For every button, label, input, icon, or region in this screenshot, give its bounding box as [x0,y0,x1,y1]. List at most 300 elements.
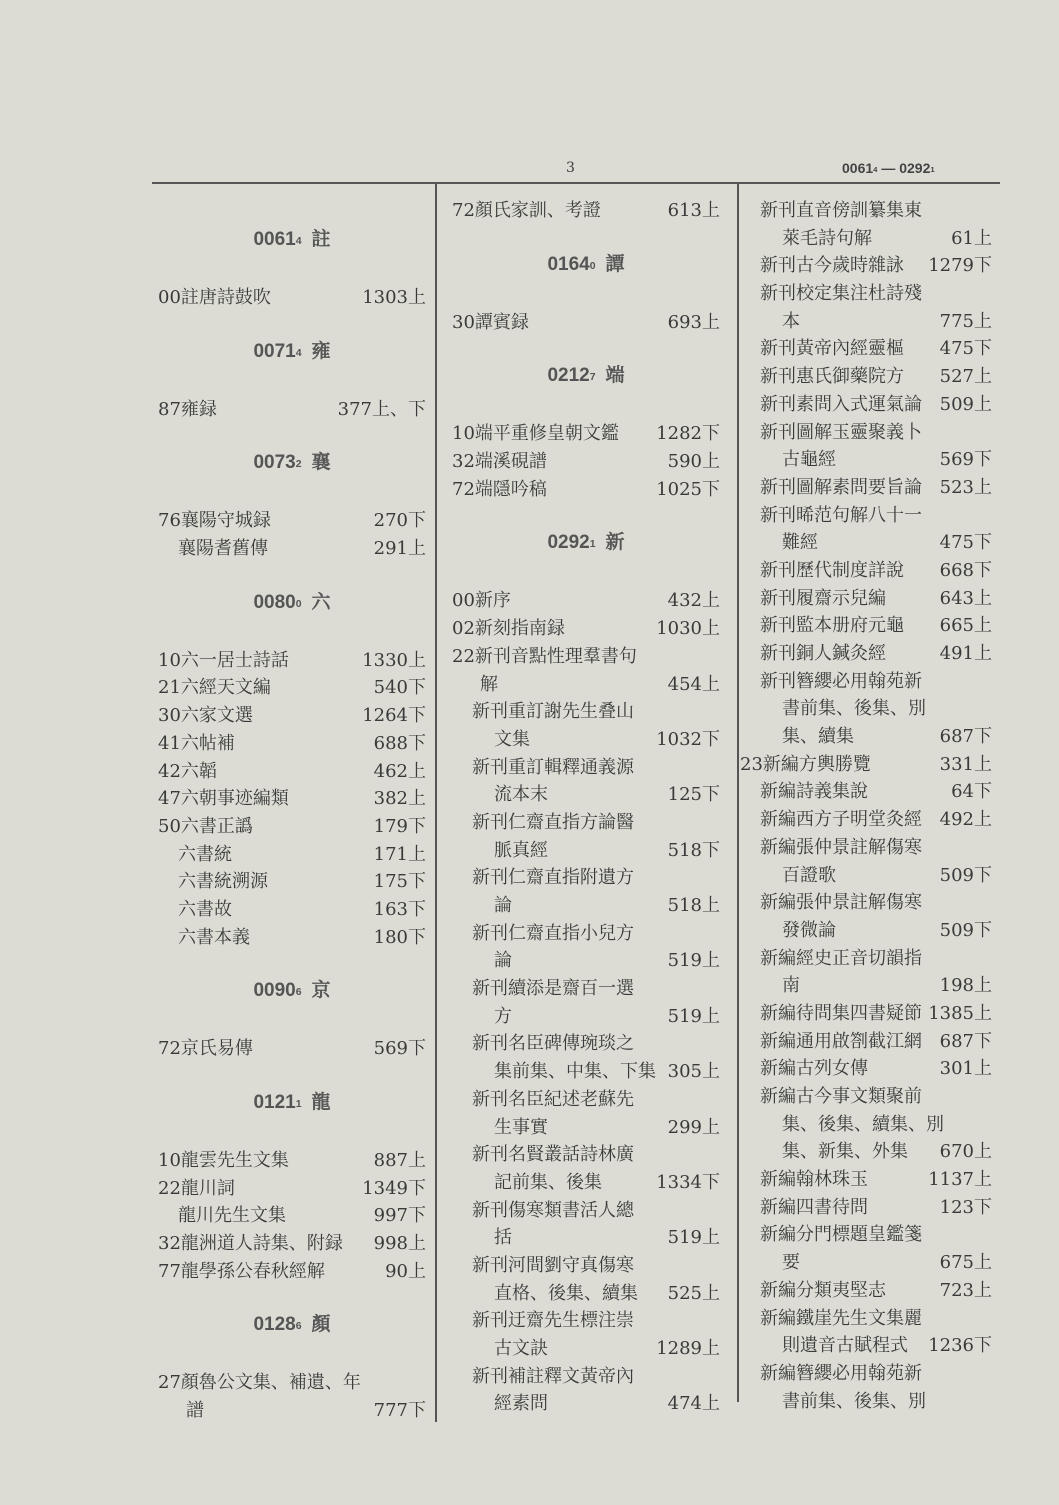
section-heading [158,1311,426,1339]
entry-title: 新刊履齋示兒編 [760,587,886,609]
entry-line [740,1166,992,1194]
entry-title: 要 [782,1252,800,1274]
entry-page-ref: 519上 [667,950,720,972]
entry-line [740,972,992,1000]
entry-page-ref: 432上 [667,590,720,612]
entry-title: 32端溪硯譜 [452,451,547,473]
entry-line [452,1307,720,1335]
index-entry [158,1230,426,1258]
entry-line [452,1086,720,1114]
heading-character: 註 [311,229,331,250]
entry-title: 新刊仁齋直指附遺方 [472,867,634,889]
entry-page-ref: 590上 [667,451,720,473]
entry-page-ref: 125下 [667,784,720,806]
heading-code: 0292 [547,532,590,554]
entry-title: 新刊監本册府元龜 [760,615,904,637]
index-entry [452,754,720,809]
entry-title: 新刊銅人鍼灸經 [760,643,886,664]
entry-line [158,1258,426,1286]
entry-page-ref: 64下 [951,781,992,803]
entry-title: 新刊名臣碑傳琬琰之 [472,1033,634,1055]
index-entry [740,280,992,335]
entry-title: 六書故 [178,898,232,920]
heading-character: 譚 [605,253,625,275]
entry-line [740,1249,992,1277]
entry-line [740,1305,992,1333]
index-entry [452,309,720,337]
heading-code: 0090 [253,980,296,1002]
index-entry [452,975,720,1030]
index-entry [158,813,426,841]
entry-title: 30六家文選 [158,705,253,727]
heading-code: 0071 [253,340,296,362]
entry-title: 萊毛詩句解 [782,227,872,249]
entry-title: 新刊素問入式運氣論 [760,393,922,415]
entry-line [452,643,720,671]
index-entry [740,640,992,668]
entry-title: 新刊黃帝內經靈樞 [760,338,904,360]
index-entry [158,730,426,758]
range-separator: — [877,160,900,176]
entry-page-ref: 299上 [667,1116,720,1138]
entry-line [740,1111,992,1139]
entry-page-ref: 775上 [939,310,992,332]
entry-line [452,476,720,504]
entry-page-ref: 1030上 [656,618,720,640]
entry-line [740,280,992,308]
entry-line [740,778,992,806]
entry-page-ref: 688下 [373,732,426,754]
entry-title: 新編經史正音切韻指 [760,947,922,969]
entry-title: 21六經天文編 [158,677,271,699]
entry-line [740,391,992,419]
entry-line [158,674,426,702]
index-entry [740,557,992,585]
entry-page-ref: 519上 [667,1005,720,1027]
heading-character: 襄 [311,452,331,474]
heading-character: 端 [605,365,625,387]
index-entry [452,1252,720,1307]
entry-title: 脈真經 [494,839,548,861]
index-entry [158,284,426,312]
heading-code-sub: 4 [295,236,302,247]
entry-page-ref: 171上 [373,843,426,865]
heading-character: 京 [311,980,331,1002]
entry-line [740,308,992,336]
entry-title: 書前集、後集、別 [782,698,926,720]
entry-page-ref: 509上 [939,393,992,415]
entry-line [740,1221,992,1249]
entry-title: 22龍川詞 [158,1177,235,1199]
entry-title: 古文訣 [494,1338,548,1359]
index-entry [452,1030,720,1085]
entry-line [158,507,426,535]
index-entry [740,252,992,280]
heading-code-sub: 6 [295,987,302,999]
entry-line [452,1335,720,1363]
range-start-sub: 4 [873,165,878,174]
entry-page-ref: 777下 [373,1400,426,1422]
range-end: 0292 [899,160,931,176]
index-entry [158,1175,426,1203]
entry-page-ref: 492上 [939,809,992,831]
index-entry [452,1086,720,1141]
entry-title: 47六朝事迹編類 [158,788,289,810]
entry-line [740,917,992,945]
entry-page-ref: 670上 [939,1141,992,1163]
entry-line [740,640,992,668]
entry-line [452,864,720,892]
entry-page-ref: 675上 [939,1252,992,1274]
entry-line [740,474,992,502]
index-entry [740,419,992,474]
entry-page-ref: 509下 [939,864,992,886]
index-entry [158,868,426,896]
entry-title: 生事實 [494,1116,548,1138]
heading-code-sub: 0 [589,260,596,272]
entry-title: 襄陽耆舊傳 [178,538,268,560]
entry-line [452,1169,720,1197]
entry-page-ref: 518下 [667,839,720,861]
entry-line [740,1277,992,1305]
entry-page-ref: 270下 [373,510,426,532]
entry-line [452,197,720,225]
entry-line [740,1194,992,1222]
index-entry [740,1221,992,1276]
entry-title: 00註唐詩鼓吹 [158,287,271,308]
entry-line [740,1000,992,1028]
index-entry [158,924,426,952]
index-entry [452,476,720,504]
entry-line [158,813,426,841]
entry-title: 新刊歷代制度詳說 [760,559,904,581]
entry-line [158,396,426,424]
entry-page-ref: 1137上 [928,1169,992,1191]
entry-line [158,1369,426,1397]
index-entry [452,420,720,448]
entry-title: 集、後集、續集、別 [782,1113,944,1135]
entry-title: 新刊名賢叢話詩林廣 [472,1144,634,1166]
entry-title: 42六韜 [158,760,217,782]
index-entry [740,806,992,834]
entry-page-ref: 1264下 [362,705,426,727]
entry-page-ref: 665上 [939,615,992,637]
index-entry [740,1277,992,1305]
entry-line [158,1147,426,1175]
entry-title: 27顏魯公文集、補遺、年 [158,1372,361,1394]
index-entry [452,1197,720,1252]
entry-line [740,1388,992,1416]
heading-code-sub: 2 [295,459,302,471]
entry-page-ref: 525上 [667,1282,720,1304]
entry-title: 集前集、中集、下集 [494,1061,656,1083]
index-entry [452,615,720,643]
entry-line [740,668,992,696]
page-number: 3 [566,160,575,176]
entry-title: 本 [782,310,800,332]
entry-line [452,920,720,948]
index-entry [452,1141,720,1196]
entry-title: 論 [494,895,512,916]
entry-page-ref: 997下 [373,1205,426,1227]
entry-line [452,975,720,1003]
index-entry [740,363,992,391]
entry-line [740,1360,992,1388]
entry-title: 新編張仲景註解傷寒 [760,892,922,914]
column-divider [435,184,437,1422]
entry-title: 新編四書待問 [760,1196,868,1218]
entry-page-ref: 687下 [939,726,992,748]
entry-title: 22新刊音點性理羣書句 [452,645,637,667]
index-entry [740,1166,992,1194]
index-entry [452,809,720,864]
entry-page-ref: 305上 [667,1061,720,1083]
index-entry [740,612,992,640]
entry-page-ref: 509下 [939,919,992,941]
index-entry [740,668,992,751]
index-entry [740,1305,992,1360]
entry-line [740,723,992,751]
entry-title: 新刊河間劉守真傷寒 [472,1254,634,1276]
entry-line [740,1028,992,1056]
entry-line [158,868,426,896]
entry-page-ref: 491上 [939,643,992,664]
index-entry [740,834,992,889]
heading-code-sub: 1 [295,1099,302,1110]
entry-title: 新編鐵崖先生文集麗 [760,1307,922,1329]
entry-line [740,1083,992,1111]
index-entry [158,507,426,535]
entry-page-ref: 1385上 [928,1002,992,1024]
entry-title: 發微論 [782,919,836,941]
section-heading [158,338,426,366]
entry-page-ref: 1282下 [656,423,720,445]
heading-code-sub: 0 [295,598,302,610]
entry-line [740,197,992,225]
entry-page-ref: 331上 [939,753,992,775]
heading-code: 0128 [253,1314,296,1336]
index-entry [452,643,720,698]
index-entry [158,1035,426,1063]
index-entry [740,585,992,613]
entry-title: 10六一居士詩話 [158,649,289,671]
index-entry [158,674,426,702]
entry-title: 集、續集 [782,726,854,748]
entry-line [452,809,720,837]
entry-title: 72端隱吟稿 [452,478,547,500]
entry-page-ref: 454上 [667,673,720,695]
index-entry [740,335,992,363]
entry-line [740,585,992,613]
entry-line [158,730,426,758]
entry-line [740,889,992,917]
entry-page-ref: 998上 [373,1233,426,1255]
entry-page-ref: 1032下 [656,728,720,750]
index-entry [452,587,720,615]
entry-line [452,781,720,809]
entry-line [158,1175,426,1203]
entry-title: 方 [494,1005,512,1027]
entry-title: 括 [494,1227,512,1249]
entry-page-ref: 523上 [939,476,992,498]
index-entry [158,396,426,424]
heading-character: 雍 [311,340,331,362]
index-entry [452,698,720,753]
heading-code: 0073 [253,452,296,474]
entry-line [452,671,720,699]
entry-page-ref: 1025下 [656,478,720,500]
entry-page-ref: 1330上 [362,649,426,671]
entry-line [158,841,426,869]
entry-page-ref: 163下 [373,898,426,920]
entry-line [452,1141,720,1169]
entry-line [158,1035,426,1063]
entry-page-ref: 180下 [373,926,426,948]
entry-line [452,947,720,975]
entry-line [740,225,992,253]
entry-title: 72京氏易傳 [158,1038,253,1060]
heading-code-sub: 4 [295,347,302,359]
index-entry [452,1363,720,1418]
entry-line [158,1397,426,1425]
entry-title: 新編分門標題皇鑑箋 [760,1224,922,1246]
heading-code-sub: 7 [589,372,596,384]
entry-title: 新刊迂齋先生標注崇 [472,1310,634,1332]
entry-line [452,1390,720,1418]
entry-title: 新刊惠氏御藥院方 [760,366,904,388]
entry-title: 龍川先生文集 [178,1205,286,1227]
entry-title: 新刊直音傍訓纂集東 [760,200,922,221]
entry-title: 新刊傷寒類書活人總 [472,1199,634,1221]
index-entry [740,474,992,502]
entry-line [452,587,720,615]
entry-title: 新編通用啟劄截江網 [760,1030,922,1052]
entry-title: 02新刻指南録 [452,618,565,640]
entry-page-ref: 1279下 [928,255,992,277]
entry-line [740,252,992,280]
index-entry [452,864,720,919]
entry-line [158,896,426,924]
entry-line [452,726,720,754]
section-heading [158,977,426,1005]
index-entry [158,535,426,563]
index-entry [740,778,992,806]
entry-title: 六書統溯源 [178,871,268,893]
entry-title: 76襄陽守城録 [158,510,271,532]
entry-title: 則遺音古賦程式 [782,1335,908,1357]
entry-line [740,557,992,585]
entry-page-ref: 1303上 [362,287,426,308]
entry-line [740,806,992,834]
entry-title: 新編分類夷堅志 [760,1279,886,1301]
entry-title: 10龍雲先生文集 [158,1150,289,1171]
entry-title: 新刊圖解玉靈聚義卜 [760,421,922,443]
entry-line [452,892,720,920]
heading-code-sub: 6 [295,1321,302,1333]
entry-title: 記前集、後集 [494,1171,602,1193]
entry-title: 新編西方子明堂灸經 [760,809,922,831]
entry-line [452,420,720,448]
entry-title: 百證歌 [782,864,836,886]
entry-title: 77龍學孫公春秋經解 [158,1260,325,1282]
index-entry [740,1083,992,1166]
index-entry [158,702,426,730]
entry-page-ref: 123下 [939,1196,992,1218]
index-entry [740,197,992,252]
heading-code: 0121 [253,1092,296,1113]
entry-title: 新刊仁齋直指小兒方 [472,922,634,944]
index-column-1 [158,197,426,1425]
section-heading [158,449,426,477]
entry-line [452,698,720,726]
entry-page-ref: 179下 [373,815,426,837]
entry-line [452,1058,720,1086]
entry-line [452,1030,720,1058]
entry-page-ref: 475下 [939,532,992,554]
index-entry [740,751,992,779]
entry-page-ref: 540下 [373,677,426,699]
index-entry [158,647,426,675]
entry-title: 新刊重訂謝先生叠山 [472,701,634,723]
entry-line [452,1280,720,1308]
entry-page-ref: 569下 [939,449,992,471]
entry-line [740,751,992,779]
entry-title: 新編古今事文類聚前 [760,1086,922,1107]
entry-line [740,529,992,557]
entry-page-ref: 723上 [939,1279,992,1301]
index-entry [740,945,992,1000]
index-entry [452,197,720,225]
entry-line [740,862,992,890]
entry-title: 新刊古今歲時雜詠 [760,255,904,277]
entry-title: 新刊重訂輯釋通義源 [472,756,634,778]
entry-title: 41六帖補 [158,732,235,754]
entry-title: 新刊續添是齋百一選 [472,978,634,1000]
entry-line [452,754,720,782]
entry-line [158,647,426,675]
index-entry [740,889,992,944]
entry-line [740,502,992,530]
entry-line [158,1202,426,1230]
column-divider [737,184,739,1402]
index-column-2 [452,197,720,1418]
entry-title: 解 [480,673,498,695]
entry-line [452,1363,720,1391]
entry-page-ref: 1334下 [656,1171,720,1193]
entry-page-ref: 887上 [373,1150,426,1171]
entry-title: 直格、後集、續集 [494,1282,638,1304]
index-entry [158,785,426,813]
entry-line [452,1252,720,1280]
entry-page-ref: 687下 [939,1030,992,1052]
entry-line [158,924,426,952]
entry-title: 南 [782,975,800,997]
index-entry [158,1369,426,1424]
entry-line [158,702,426,730]
entry-line [158,1230,426,1258]
entry-line [740,1138,992,1166]
entry-title: 書前集、後集、別 [782,1390,926,1412]
entry-line [452,448,720,476]
entry-title: 32龍洲道人詩集、附録 [158,1233,343,1255]
heading-character: 六 [311,591,331,613]
entry-line [452,1197,720,1225]
entry-line [158,758,426,786]
entry-line [452,615,720,643]
heading-character: 新 [605,532,625,554]
heading-code: 0212 [547,365,590,387]
entry-line [452,1224,720,1252]
